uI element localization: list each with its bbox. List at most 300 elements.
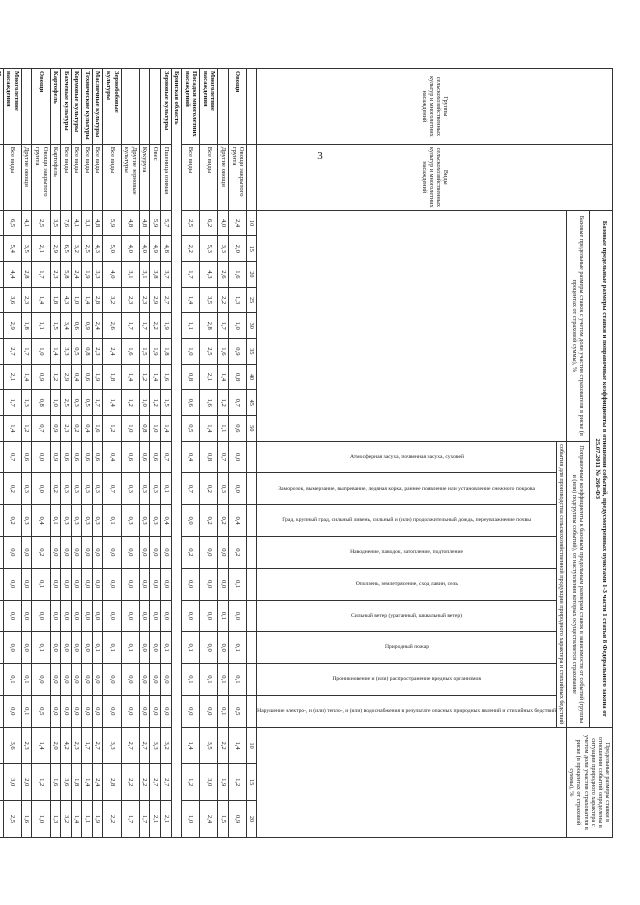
base-value-cell: 5,9 <box>103 210 121 236</box>
coef-value-cell: 0,5 <box>32 695 50 727</box>
coef-value-cell: 0,0 <box>103 600 121 632</box>
coef-value-cell: 0,0 <box>61 695 72 727</box>
base-value-cell: 2,3 <box>61 416 72 442</box>
coef-value-cell: 0,3 <box>150 505 161 537</box>
base-value-cell: 1,4 <box>150 364 161 390</box>
table-row <box>200 69 218 838</box>
crop-group-cell: Картофель <box>50 69 61 145</box>
right-value-cell: 2,5 <box>3 801 21 838</box>
right-value-cell: 2,2 <box>218 727 229 764</box>
base-value-cell: 2,3 <box>92 339 103 365</box>
coef-value-cell: 0,0 <box>61 536 72 568</box>
base-value-cell: 2,9 <box>61 364 72 390</box>
right-value-cell <box>0 801 3 838</box>
base-value-cell: 1,9 <box>92 364 103 390</box>
coef-value-cell: 0,3 <box>82 505 93 537</box>
coef-value-cell: 0,4 <box>229 505 247 537</box>
crop-group-cell <box>139 69 150 145</box>
base-value-cell: 1,1 <box>32 313 50 339</box>
base-value-cell: 1,4 <box>160 416 171 442</box>
base-value-cell: 0,8 <box>139 416 150 442</box>
crop-group-cell: Кормовые культуры <box>71 69 82 145</box>
right-value-cell: 3,2 <box>160 727 171 764</box>
right-value-cell: 1,4 <box>229 727 247 764</box>
base-value-cell: 1,8 <box>160 339 171 365</box>
base-value-cell: 4,0 <box>139 236 150 262</box>
base-value-cell: 0,4 <box>82 416 93 442</box>
crop-group-cell: Зернобобовые культуры <box>103 69 121 145</box>
header-event-label: Атмосферная засуха, почвенная засуха, суховей <box>349 453 464 460</box>
coef-value-cell: 0,0 <box>71 536 82 568</box>
base-value-cell: 1,7 <box>92 390 103 416</box>
base-value-cell: 5,7 <box>160 210 171 236</box>
base-value-cell: 2,2 <box>182 236 200 262</box>
base-value-cell: 1,4 <box>50 339 61 365</box>
base-value-cell: 4,8 <box>139 210 150 236</box>
coef-value-cell: 0,2 <box>32 536 50 568</box>
coef-value-cell: 0,0 <box>160 568 171 600</box>
base-value-cell: 0,8 <box>82 339 93 365</box>
crop-group-cell: Овощи <box>229 69 247 145</box>
base-value-cell: 5,8 <box>61 262 72 288</box>
coef-value-cell: 0,0 <box>71 695 82 727</box>
coef-value-cell: 0,0 <box>229 600 247 632</box>
coef-value-cell: 0,0 <box>50 536 61 568</box>
base-value-cell: 1,0 <box>229 313 247 339</box>
header-coef-title: Поправочные коэффициенты к базовым предельным размерам ставок в зависимости от событий (группы и (или) подгруппы событий), от наступления которых осуществляется страхование <box>567 441 589 727</box>
coef-value-cell: 0,0 <box>103 568 121 600</box>
base-value-cell: 1,7 <box>21 339 32 365</box>
right-value-cell: 3,3 <box>103 727 121 764</box>
right-value-cell: 2,3 <box>71 727 82 764</box>
crop-type-cell: Пшеница озимая <box>160 144 171 210</box>
header-coef-spacer <box>247 695 257 727</box>
table-row <box>92 69 103 838</box>
base-value-cell: 2,1 <box>32 236 50 262</box>
coef-value-cell: 0,0 <box>92 568 103 600</box>
base-value-cell: 1,6 <box>92 416 103 442</box>
base-value-cell: 3,3 <box>218 236 229 262</box>
coef-value-cell: 0,3 <box>71 505 82 537</box>
table-row <box>0 69 3 838</box>
base-value-cell: 2,1 <box>3 364 21 390</box>
coef-value-cell: 0,0 <box>229 441 247 473</box>
coef-value-cell: 0,1 <box>218 664 229 696</box>
header-share-percent: 20 <box>247 262 257 288</box>
right-value-cell: 0,9 <box>229 801 247 838</box>
right-value-cell: 1,4 <box>82 764 93 801</box>
header-event-col <box>257 568 557 600</box>
base-value-cell: 4,4 <box>3 262 21 288</box>
base-value-cell: 2,5 <box>32 210 50 236</box>
coef-value-cell: 0,0 <box>21 632 32 664</box>
base-value-cell: 3,8 <box>150 262 161 288</box>
base-value-cell: 1,2 <box>50 364 61 390</box>
coef-value-cell: 0,0 <box>200 536 218 568</box>
base-value-cell: 1,0 <box>150 416 161 442</box>
coef-value-cell: 0,0 <box>182 600 200 632</box>
base-value-cell: 1,6 <box>218 339 229 365</box>
right-value-cell: 2,4 <box>92 764 103 801</box>
base-value-cell: 4,3 <box>200 262 218 288</box>
header-event-label: Оползень, землетрясение, сход лавин, сель <box>355 580 458 587</box>
table-row <box>71 69 82 838</box>
rates-table-container <box>5 68 613 838</box>
coef-value-cell: 0,0 <box>139 600 150 632</box>
crop-group-cell <box>150 69 161 145</box>
coef-value-cell: 0,0 <box>150 664 161 696</box>
coef-value-cell: 0,0 <box>160 695 171 727</box>
crop-type-cell: Все виды <box>200 144 218 210</box>
crop-type-cell <box>0 144 3 210</box>
coef-value-cell: 0,0 <box>92 664 103 696</box>
coef-value-cell: 0,4 <box>160 505 171 537</box>
coef-value-cell: 0,0 <box>160 536 171 568</box>
header-share-percent: 50 <box>247 416 257 442</box>
base-value-cell: 0,6 <box>82 364 93 390</box>
right-value-cell: 1,2 <box>32 764 50 801</box>
base-value-cell: 1,2 <box>139 364 150 390</box>
coef-value-cell: 0,2 <box>229 536 247 568</box>
right-value-cell: 2,3 <box>21 727 32 764</box>
base-value-cell: 1,4 <box>200 416 218 442</box>
base-value-cell: 2,7 <box>3 339 21 365</box>
base-value-cell: 1,5 <box>50 313 61 339</box>
coef-value-cell: 0,0 <box>200 695 218 727</box>
coef-value-cell: 0,3 <box>92 505 103 537</box>
coef-value-cell: 0,0 <box>200 600 218 632</box>
right-value-cell: 1,0 <box>182 801 200 838</box>
header-right-percent: 10 <box>247 727 257 764</box>
coef-value-cell: 0,2 <box>218 505 229 537</box>
base-value-cell: 1,0 <box>139 390 150 416</box>
table-row <box>3 69 21 838</box>
table-row <box>160 69 171 838</box>
coef-value-cell: 0,2 <box>3 473 21 505</box>
coef-value-cell: 0,4 <box>182 441 200 473</box>
coef-value-cell: 0,4 <box>32 505 50 537</box>
header-share-percent: 30 <box>247 313 257 339</box>
right-value-cell: 4,2 <box>61 727 72 764</box>
base-value-cell: 3,2 <box>103 287 121 313</box>
coef-value-cell: 0,0 <box>82 695 93 727</box>
crop-type-cell: Все виды <box>182 144 200 210</box>
header-coef-spacer <box>247 664 257 696</box>
base-value-cell: 4,8 <box>121 210 139 236</box>
coef-value-cell: 0,3 <box>92 473 103 505</box>
coef-value-cell: 0,1 <box>229 664 247 696</box>
base-value-cell: 4,8 <box>92 210 103 236</box>
base-value-cell: 0,9 <box>82 313 93 339</box>
percent-row-spacer <box>247 69 257 145</box>
right-value-cell: 2,0 <box>21 764 32 801</box>
base-value-cell: 3,3 <box>92 262 103 288</box>
coef-value-cell: 0,6 <box>121 441 139 473</box>
coef-value-cell: 0,0 <box>21 600 32 632</box>
base-value-cell <box>0 236 3 262</box>
right-value-cell: 1,7 <box>121 801 139 838</box>
coef-value-cell: 0,7 <box>103 473 121 505</box>
right-value-cell: 1,9 <box>92 801 103 838</box>
base-value-cell <box>0 364 3 390</box>
base-value-cell: 1,4 <box>182 287 200 313</box>
base-value-cell: 0,8 <box>182 364 200 390</box>
rates-table <box>0 68 613 838</box>
base-value-cell: 2,6 <box>218 262 229 288</box>
table-row <box>139 69 150 838</box>
base-value-cell: 1,7 <box>139 313 150 339</box>
header-event-col <box>257 695 557 727</box>
base-value-cell: 4,0 <box>218 210 229 236</box>
crop-type-cell: Другие овощи <box>21 144 32 210</box>
header-event-col <box>257 536 557 568</box>
coef-value-cell: 0,0 <box>32 664 50 696</box>
coef-value-cell: 0,6 <box>139 441 150 473</box>
base-value-cell <box>0 390 3 416</box>
coef-value-cell: 0,0 <box>121 695 139 727</box>
right-value-cell: 1,4 <box>182 727 200 764</box>
coef-value-cell: 0,3 <box>139 473 150 505</box>
header-event-col <box>257 505 557 537</box>
base-value-cell: 0,6 <box>71 313 82 339</box>
header-coef-spacer <box>247 632 257 664</box>
right-value-cell: 1,4 <box>71 801 82 838</box>
base-value-cell: 5,9 <box>150 210 161 236</box>
coef-value-cell: 0,0 <box>103 536 121 568</box>
right-value-cell: 2,7 <box>160 764 171 801</box>
coef-value-cell <box>0 600 3 632</box>
base-value-cell: 6,5 <box>3 210 21 236</box>
base-value-cell: 0,5 <box>82 390 93 416</box>
coef-value-cell: 0,3 <box>21 473 32 505</box>
coef-value-cell: 0,6 <box>21 441 32 473</box>
coef-value-cell: 0,2 <box>182 536 200 568</box>
base-value-cell <box>0 262 3 288</box>
crop-group-cell <box>0 69 3 145</box>
crop-type-cell: Овес <box>150 144 161 210</box>
base-value-cell: 0,5 <box>71 339 82 365</box>
coef-value-cell: 0,1 <box>21 664 32 696</box>
base-value-cell: 2,5 <box>182 210 200 236</box>
header-event-col <box>257 600 557 632</box>
crop-type-cell: Все виды <box>92 144 103 210</box>
crop-group-cell: Масличные культуры <box>92 69 103 145</box>
base-value-cell: 4,3 <box>61 287 72 313</box>
crop-group-cell: Многолетние насаждения <box>3 69 21 145</box>
base-value-cell: 3,1 <box>82 210 93 236</box>
crop-type-cell: Все виды <box>71 144 82 210</box>
coef-value-cell: 0,0 <box>82 568 93 600</box>
header-event-label: Сильный ветер (ураганный, шквальный ветер) <box>351 612 463 619</box>
base-value-cell: 3,4 <box>61 313 72 339</box>
base-value-cell: 0,3 <box>71 390 82 416</box>
header-coef-spacer <box>247 441 257 473</box>
base-value-cell: 1,0 <box>182 339 200 365</box>
coef-value-cell: 0,2 <box>3 505 21 537</box>
coef-value-cell: 0,0 <box>150 600 161 632</box>
coef-value-cell: 0,0 <box>82 632 93 664</box>
table-row <box>121 69 139 838</box>
right-value-cell: 2,2 <box>121 764 139 801</box>
coef-value-cell: 0,0 <box>92 536 103 568</box>
coef-value-cell: 0,0 <box>21 536 32 568</box>
coef-value-cell <box>0 441 3 473</box>
header-right-title: Предельные размеры ставки в отношении событий определены в ситуации природного характера с учетом доли участия страхователя в риске (в процентах от страховой суммы), % <box>567 727 613 837</box>
header-share-percent: 45 <box>247 390 257 416</box>
table-row <box>32 69 50 838</box>
header-share-percent: 10 <box>247 210 257 236</box>
base-value-cell: 1,4 <box>82 287 93 313</box>
coef-value-cell: 0,0 <box>50 600 61 632</box>
right-value-cell: 3,2 <box>61 801 72 838</box>
base-value-cell: 2,8 <box>21 262 32 288</box>
right-value-cell: 1,9 <box>218 764 229 801</box>
base-value-cell: 1,2 <box>103 416 121 442</box>
coef-value-cell <box>0 568 3 600</box>
right-value-cell: 1,5 <box>218 801 229 838</box>
coef-value-cell: 0,7 <box>3 441 21 473</box>
coef-value-cell: 0,0 <box>61 632 72 664</box>
crop-type-cell: Все виды <box>103 144 121 210</box>
header-group: Группы сельскохозяйственных культур и многолетних насаждений <box>257 69 613 145</box>
coef-value-cell: 0,0 <box>150 632 161 664</box>
coef-value-cell: 0,0 <box>139 536 150 568</box>
coef-value-cell: 0,0 <box>50 664 61 696</box>
base-value-cell: 1,4 <box>121 364 139 390</box>
coef-value-cell: 0,0 <box>82 536 93 568</box>
coef-value-cell: 0,1 <box>32 632 50 664</box>
base-value-cell: 1,2 <box>218 390 229 416</box>
coef-value-cell: 0,1 <box>50 505 61 537</box>
coef-value-cell: 0,0 <box>50 695 61 727</box>
right-value-cell: 2,0 <box>50 727 61 764</box>
coef-value-cell: 0,0 <box>160 600 171 632</box>
coef-value-cell: 0,0 <box>3 568 21 600</box>
base-value-cell: 1,4 <box>103 390 121 416</box>
header-type: Виды сельскохозяйственных культур и многолетних насаждений <box>257 144 613 210</box>
coef-value-cell: 0,0 <box>182 505 200 537</box>
base-value-cell: 2,3 <box>50 262 61 288</box>
coef-value-cell: 0,0 <box>71 600 82 632</box>
base-value-cell: 4,0 <box>103 262 121 288</box>
coef-value-cell <box>0 505 3 537</box>
base-value-cell: 1,6 <box>229 262 247 288</box>
coef-value-cell: 0,0 <box>50 632 61 664</box>
base-value-cell: 2,2 <box>218 287 229 313</box>
coef-value-cell: 0,3 <box>150 473 161 505</box>
crop-group-cell <box>218 69 229 145</box>
coef-value-cell: 0,0 <box>150 568 161 600</box>
header-base-title: Базовые предельные размеры ставок с учетом доли участия страхователя в риске (в процентах от страховой суммы), % <box>567 210 589 441</box>
coef-value-cell: 0,0 <box>218 568 229 600</box>
coef-value-cell: 0,0 <box>218 632 229 664</box>
base-value-cell: 3,5 <box>21 236 32 262</box>
base-value-cell: 1,0 <box>32 339 50 365</box>
coef-value-cell: 0,0 <box>150 695 161 727</box>
coef-value-cell: 0,3 <box>121 473 139 505</box>
header-event-label: Заморозок, вымерзание, выпревание, ледяная корка, раннее появление или установление снежного покрова <box>278 485 536 492</box>
base-value-cell: 2,9 <box>3 313 21 339</box>
table-row <box>150 69 161 838</box>
region-heading: Брянская область <box>171 69 182 838</box>
coef-value-cell: 0,6 <box>92 441 103 473</box>
coef-value-cell: 0,1 <box>160 632 171 664</box>
base-value-cell: 2,5 <box>61 390 72 416</box>
crop-type-cell: Овощи закрытого грунта <box>229 144 247 210</box>
coef-value-cell: 0,0 <box>139 568 150 600</box>
coef-value-cell: 0,0 <box>229 473 247 505</box>
coef-value-cell: 0,6 <box>71 441 82 473</box>
coef-value-cell: 0,1 <box>103 632 121 664</box>
header-coef-spacer <box>247 600 257 632</box>
coef-value-cell: 0,3 <box>139 505 150 537</box>
base-value-cell: 4,8 <box>160 236 171 262</box>
header-event-label: Наводнение, паводок, затопление, подтопление <box>350 549 464 556</box>
coef-value-cell: 0,1 <box>103 505 121 537</box>
coef-value-cell: 0,1 <box>200 664 218 696</box>
base-value-cell: 2,0 <box>229 236 247 262</box>
coef-value-cell: 0,0 <box>121 600 139 632</box>
header-right-percent: 20 <box>247 801 257 838</box>
base-value-cell: 0,6 <box>229 416 247 442</box>
right-value-cell: 3,5 <box>200 727 218 764</box>
table-row <box>103 69 121 838</box>
base-value-cell: 0,8 <box>32 390 50 416</box>
coef-value-cell: 0,0 <box>139 632 150 664</box>
coef-value-cell: 0,0 <box>121 536 139 568</box>
base-value-cell: 1,3 <box>229 287 247 313</box>
page-number: 3 <box>317 150 323 162</box>
coef-value-cell: 0,3 <box>21 505 32 537</box>
header-event-label: Град, крупный град, сильный ливень, сильный и (или) продолжительный дождь, переувлажнение почвы <box>282 517 532 524</box>
header-events-title: события для производства сельскохозяйственной продукции природного характера и стихийных бедствий <box>557 441 567 727</box>
base-value-cell: 1,8 <box>103 364 121 390</box>
coef-value-cell: 0,6 <box>150 441 161 473</box>
coef-value-cell: 0,1 <box>21 695 32 727</box>
base-value-cell: 1,6 <box>160 364 171 390</box>
base-value-cell <box>0 313 3 339</box>
base-value-cell <box>0 210 3 236</box>
coef-value-cell <box>0 695 3 727</box>
base-value-cell: 5,0 <box>103 236 121 262</box>
base-value-cell: 0,2 <box>71 416 82 442</box>
right-value-cell: 1,4 <box>32 727 50 764</box>
base-value-cell: 4,1 <box>21 210 32 236</box>
base-value-cell: 2,4 <box>71 262 82 288</box>
coef-value-cell: 0,0 <box>103 664 121 696</box>
base-value-cell: 1,4 <box>218 364 229 390</box>
coef-value-cell: 0,0 <box>121 664 139 696</box>
base-value-cell: 2,8 <box>92 287 103 313</box>
coef-value-cell: 0,1 <box>92 632 103 664</box>
crop-group-cell: Зерновые культуры <box>160 69 171 145</box>
table-row <box>82 69 93 838</box>
table-row <box>229 69 247 838</box>
base-value-cell: 6,2 <box>200 210 218 236</box>
base-value-cell: 7,6 <box>61 210 72 236</box>
coef-value-cell: 0,0 <box>71 632 82 664</box>
crop-type-cell: Картофель <box>50 144 61 210</box>
right-value-cell: 1,1 <box>82 801 93 838</box>
right-value-cell: 2,7 <box>139 727 150 764</box>
base-value-cell: 1,2 <box>150 390 161 416</box>
header-event-col <box>257 441 557 473</box>
coef-value-cell: 0,0 <box>92 600 103 632</box>
base-value-cell: 0,9 <box>32 364 50 390</box>
base-value-cell <box>0 416 3 442</box>
base-value-cell: 1,0 <box>121 416 139 442</box>
coef-value-cell: 0,0 <box>61 600 72 632</box>
